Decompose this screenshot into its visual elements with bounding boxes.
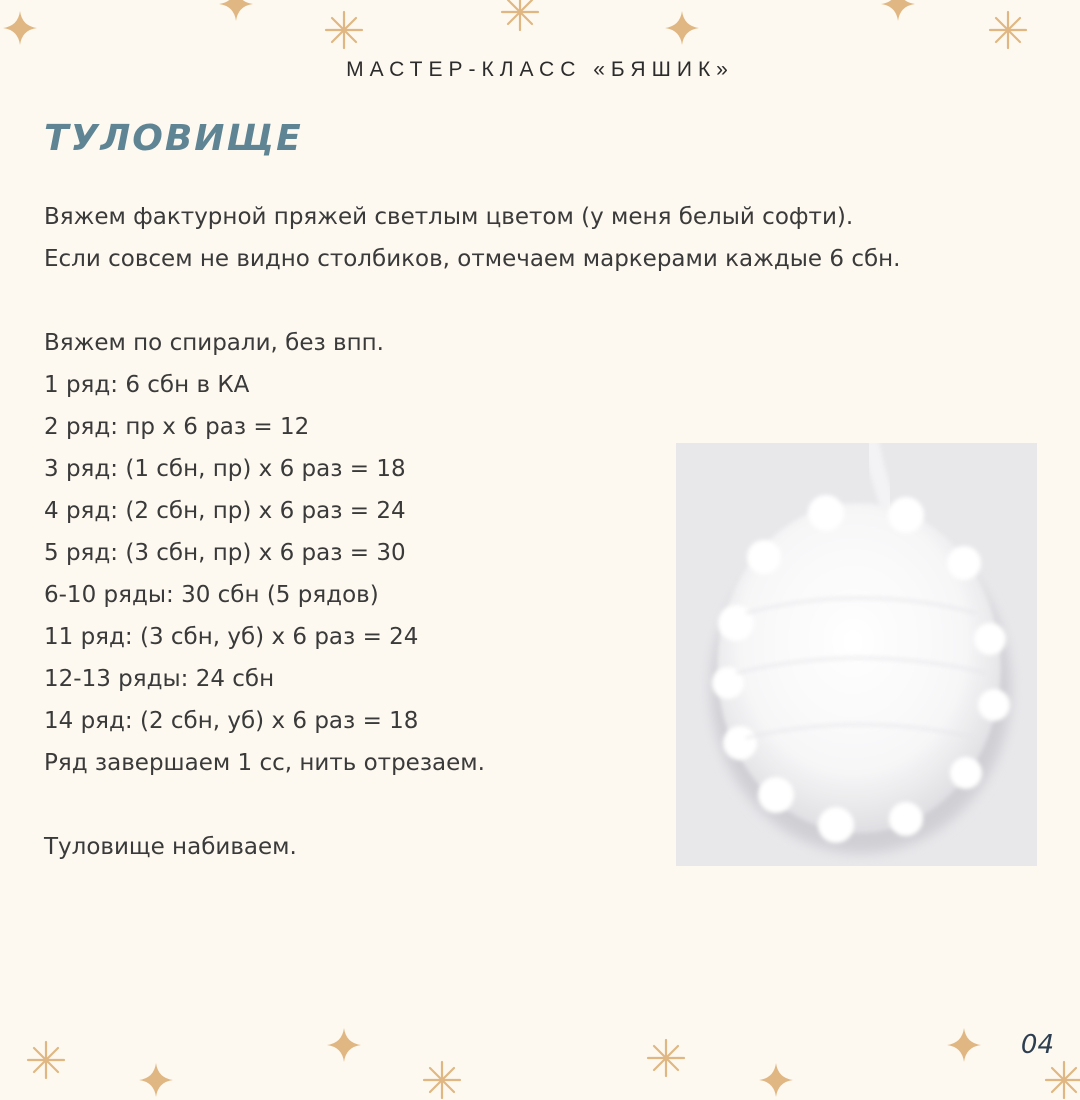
- asterisk-star-icon: [1044, 1060, 1080, 1100]
- sparkle-star-icon: [758, 1062, 794, 1098]
- step-line: 14 ряд: (2 сбн, уб) х 6 раз = 18: [44, 708, 419, 734]
- step-line: 6-10 ряды: 30 сбн (5 рядов): [44, 582, 379, 608]
- step-line: 4 ряд: (2 сбн, пр) х 6 раз = 24: [44, 498, 406, 524]
- asterisk-star-icon: [988, 10, 1028, 50]
- sparkle-star-icon: [664, 10, 700, 46]
- fluffy-body-illustration: [676, 443, 1037, 866]
- closing-line: Туловище набиваем.: [44, 834, 297, 860]
- asterisk-star-icon: [26, 1040, 66, 1080]
- product-photo: [676, 443, 1037, 866]
- step-line: 12-13 ряды: 24 сбн: [44, 666, 275, 692]
- pattern-steps: [44, 322, 664, 784]
- step-line: 1 ряд: 6 сбн в КА: [44, 372, 250, 398]
- intro-line: Вяжем фактурной пряжей светлым цветом (у меня белый софти).: [44, 204, 854, 230]
- sparkle-star-icon: [880, 0, 916, 22]
- step-line: Вяжем по спирали, без впп.: [44, 330, 384, 356]
- asterisk-star-icon: [500, 0, 540, 32]
- asterisk-star-icon: [324, 10, 364, 50]
- series-title: МАСТЕР-КЛАСС «БЯШИК»: [346, 58, 734, 81]
- step-line: Ряд завершаем 1 сс, нить отрезаем.: [44, 750, 485, 776]
- step-line: 2 ряд: пр х 6 раз = 12: [44, 414, 310, 440]
- sparkle-star-icon: [326, 1027, 362, 1063]
- step-line: 3 ряд: (1 сбн, пр) х 6 раз = 18: [44, 456, 406, 482]
- intro-line: Если совсем не видно столбиков, отмечаем маркерами каждые 6 сбн.: [44, 246, 901, 272]
- closing-text: [44, 826, 297, 868]
- sparkle-star-icon: [946, 1027, 982, 1063]
- step-line: 11 ряд: (3 сбн, уб) х 6 раз = 24: [44, 624, 419, 650]
- sparkle-star-icon: [218, 0, 254, 22]
- section-title: ТУЛОВИЩЕ: [44, 118, 303, 159]
- sparkle-star-icon: [138, 1062, 174, 1098]
- asterisk-star-icon: [422, 1060, 462, 1100]
- sparkle-star-icon: [2, 10, 38, 46]
- asterisk-star-icon: [646, 1038, 686, 1078]
- page-number: 04: [1020, 1030, 1054, 1060]
- step-line: 5 ряд: (3 сбн, пр) х 6 раз = 30: [44, 540, 406, 566]
- intro-text: [44, 196, 1024, 280]
